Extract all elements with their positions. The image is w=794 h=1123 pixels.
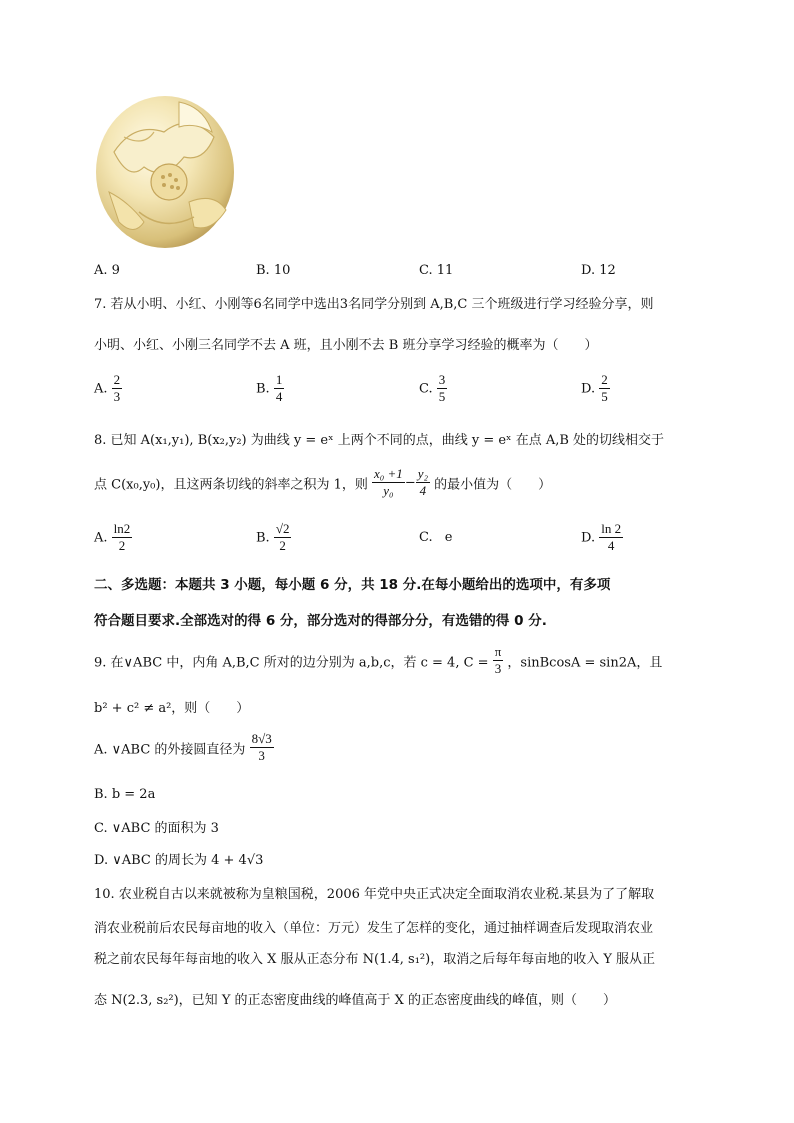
q6-option-b: B. 10 — [256, 263, 291, 278]
q9-option-a: A. ∨ABC 的外接圆直径为 $\frac{8√3}{3}$ — [94, 731, 272, 764]
q7-option-b: B. $\frac{1}{4}$ — [256, 372, 283, 405]
q7-option-b-fraction: $\frac{1}{4}$ — [275, 372, 283, 405]
q9-stem-line1: 9. 在∨ABC 中，内角 A,B,C 所对的边分别为 a,b,c，若 c = 4, C = $\frac{\pi}{3}$ ，sinBcosA = sin2A，且 — [94, 644, 663, 677]
q10-stem-line4: 态 N(2.3, s₂²)，已知 Y 的正态密度曲线的峰值高于 X 的正态密度曲线的峰值，则（ ） — [94, 993, 617, 1008]
q8-expression-fraction-2: $\frac{\text{y₂}}{4}$ — [417, 466, 429, 499]
q6-option-a: A. 9 — [94, 263, 120, 278]
q9-option-c: C. ∨ABC 的面积为 3 — [94, 821, 219, 836]
q9-stem-line2: b² + c² ≠ a²，则（ ） — [94, 701, 250, 716]
section-2-header-line2: 符合题目要求.全部选对的得 6 分，部分选对的得部分分，有选错的得 0 分. — [94, 613, 547, 629]
q7-option-a: A. $\frac{2}{3}$ — [94, 372, 121, 405]
carved-ball-image — [94, 92, 236, 250]
q6-option-d: D. 12 — [581, 263, 616, 278]
q8-option-d: D. $\frac{\ln 2}{4}$ — [581, 521, 622, 554]
q10-stem-line3: 税之前农民每年每亩地的收入 X 服从正态分布 N(1.4, s₁²)，取消之后每年每亩地的收入 Y 服从正 — [94, 952, 656, 967]
q9-option-b: B. b = 2a — [94, 787, 156, 802]
q9-option-a-fraction: $\frac{8√3}{3}$ — [251, 731, 272, 764]
q8-option-b: B. $\frac{√2}{2}$ — [256, 521, 290, 554]
q8-stem-line2: 点 C(x₀,y₀)，且这两条切线的斜率之积为 1，则 $\frac{\text{x₀ +1}}{\text{y₀}}$ − $\frac{\text{y₂}}{4}$ 的最小值为（ ） — [94, 466, 552, 499]
q8-option-a: A. $\frac{\ln 2}{2}$ — [94, 521, 131, 554]
q7-option-c-fraction: $\frac{3}{5}$ — [438, 372, 446, 405]
q10-stem-line2: 消农业税前后农民每亩地的收入（单位：万元）发生了怎样的变化，通过抽样调查后发现取消农业 — [94, 921, 654, 936]
q6-option-c: C. 11 — [419, 263, 454, 278]
q8-option-a-fraction: $\frac{\ln 2}{2}$ — [113, 521, 131, 554]
q10-stem-line1: 10. 农业税自古以来就被称为皇粮国税，2006 年党中央正式决定全面取消农业税.某县为了了解取 — [94, 887, 655, 902]
q8-expression-fraction-1: $\frac{\text{x₀ +1}}{\text{y₀}}$ — [374, 466, 403, 499]
q8-option-b-fraction: $\frac{√2}{2}$ — [275, 521, 290, 554]
q7-option-d: D. $\frac{2}{5}$ — [581, 372, 608, 405]
q8-option-c: C. e — [419, 530, 453, 545]
q7-stem-line2: 小明、小红、小刚三名同学不去 A 班，且小刚不去 B 班分享学习经验的概率为（ ） — [94, 338, 598, 353]
q8-stem-line1: 8. 已知 A(x₁,y₁), B(x₂,y₂) 为曲线 y = eˣ 上两个不同的点，曲线 y = eˣ 在点 A,B 处的切线相交于 — [94, 433, 665, 448]
q7-option-d-fraction: $\frac{2}{5}$ — [601, 372, 608, 405]
q7-option-c: C. $\frac{3}{5}$ — [419, 372, 446, 405]
q7-option-a-fraction: $\frac{2}{3}$ — [113, 372, 121, 405]
section-2-header-line1: 二、多选题：本题共 3 小题，每小题 6 分，共 18 分.在每小题给出的选项中，有多项 — [94, 577, 611, 593]
q7-stem-line1: 7. 若从小明、小红、小刚等6名同学中选出3名同学分别到 A,B,C 三个班级进行学习经验分享，则 — [94, 297, 654, 312]
q9-option-d: D. ∨ABC 的周长为 4 + 4√3 — [94, 853, 264, 868]
q9-pi-fraction: $\frac{\pi}{3}$ — [494, 644, 502, 677]
q8-option-d-fraction: $\frac{\ln 2}{4}$ — [601, 521, 622, 554]
